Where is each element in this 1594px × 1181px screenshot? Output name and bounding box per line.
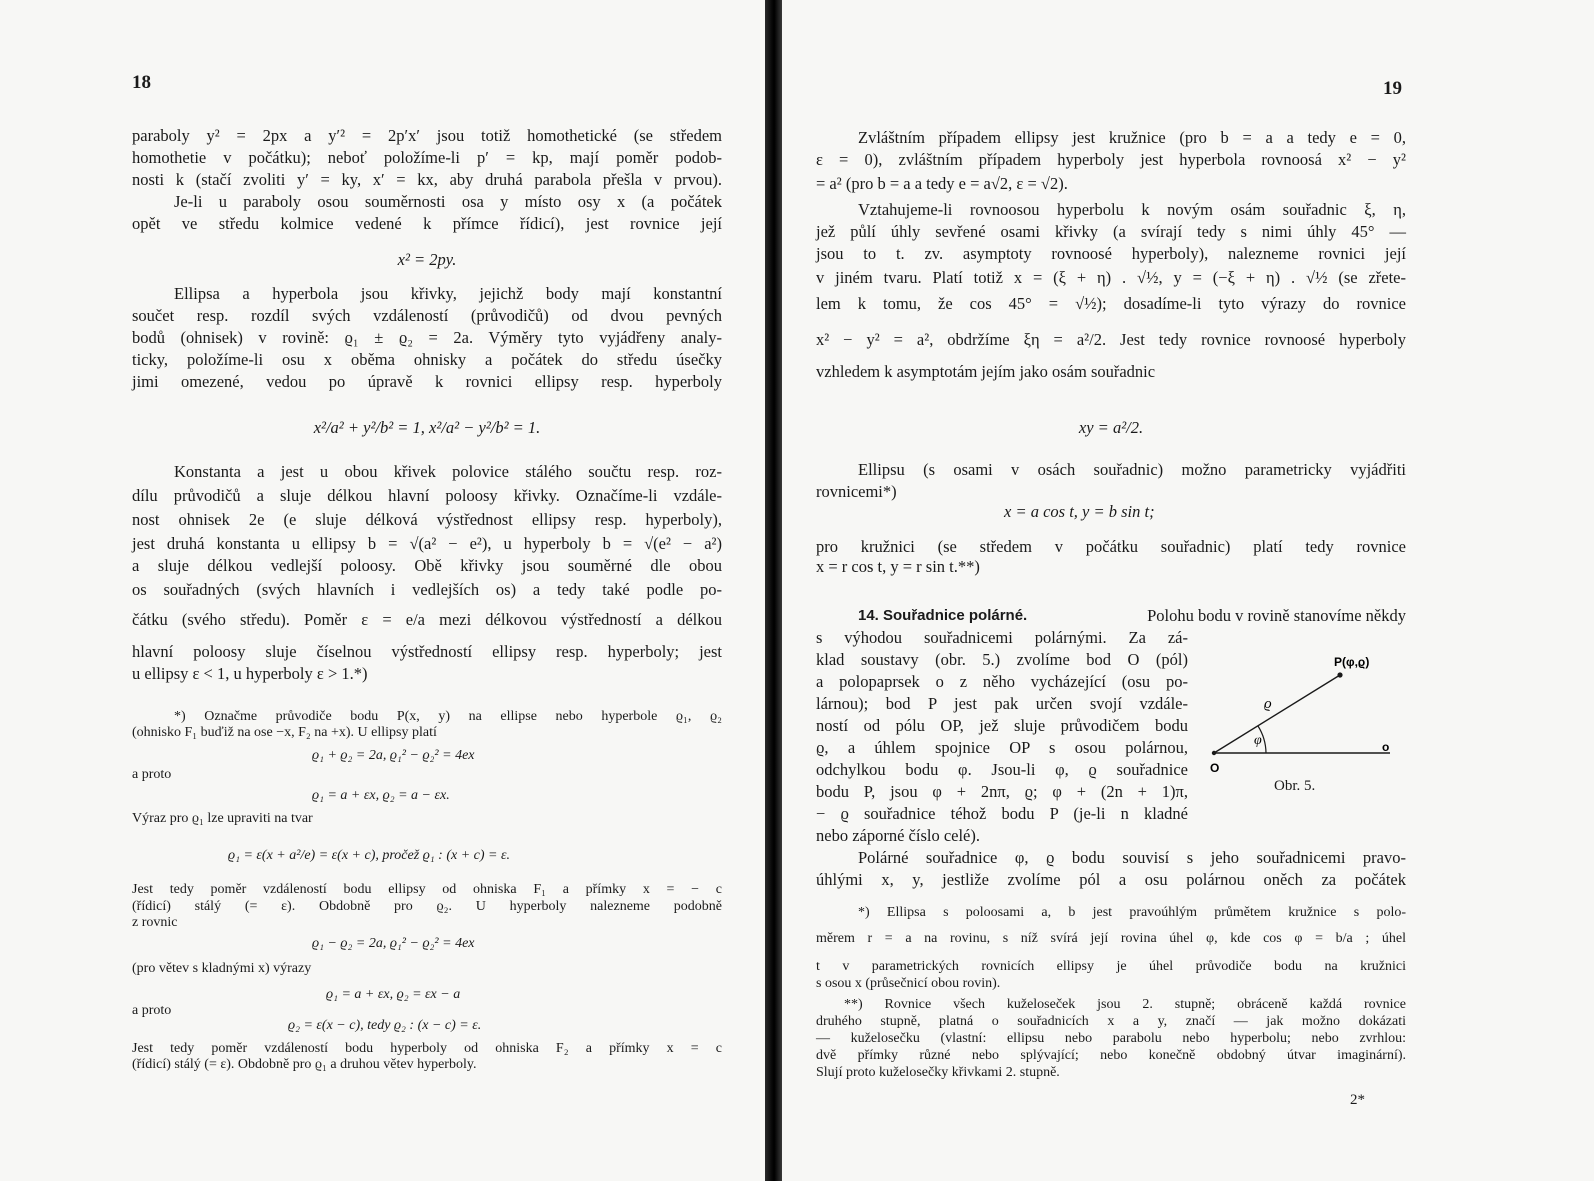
footnote-line: s osou x (průsečnicí obou rovin). [816, 976, 1001, 991]
footnote-equation: ϱ₂ = ε(x − c), tedy ϱ₂ : (x − c) = ε. [288, 1018, 482, 1033]
text-line: = a² (pro b = a a tedy e = a√2, ε = √2). [816, 174, 1068, 193]
text-line: bodu P, jsou φ + 2nπ, ϱ; φ + (2n + 1)π, [816, 782, 1188, 801]
footnote-equation: ϱ₁ = a + εx, ϱ₂ = a − εx. [312, 788, 450, 803]
text-line: klad soustavy (obr. 5.) zvolíme bod O (pól) [816, 650, 1188, 669]
text-line: bodů (ohnisek) v rovině: ϱ₁ ± ϱ₂ = 2a. Výměry tyto vyjádřeny analy- [132, 328, 722, 347]
equation: x²/a² + y²/b² = 1, x²/a² − y²/b² = 1. [313, 418, 541, 437]
point-p [1337, 672, 1342, 677]
right-page [782, 0, 1594, 1181]
footnote-line: Slují proto kuželosečky křivkami 2. stupně. [816, 1065, 1060, 1080]
text-line: Vztahujeme-li rovnoosou hyperbolu k novým osám souřadnic ξ, η, [858, 200, 1406, 219]
pole-point [1212, 751, 1216, 755]
text-line: x² − y² = a², obdržíme ξη = a²/2. Jest tedy rovnice rovnoosé hyperboly [816, 330, 1406, 349]
footnote-line: Výraz pro ϱ₁ lze upraviti na tvar [132, 811, 313, 826]
text-line: os souřadných (svých hlavních i vedlejších os) a tedy také podle po- [132, 580, 722, 599]
footnote-line: *) Označme průvodiče bodu P(x, y) na ellipse nebo hyperbole ϱ₁, ϱ₂ [174, 709, 722, 724]
footnote-equation: ϱ₁ + ϱ₂ = 2a, ϱ₁² − ϱ₂² = 4ex [312, 748, 475, 763]
text-line: Polárné souřadnice φ, ϱ bodu souvisí s jeho souřadnicemi pravo- [858, 848, 1406, 867]
footnote-line: **) Rovnice všech kuželoseček jsou 2. stupně; obráceně každá rovnice [844, 997, 1406, 1012]
label-rho: ϱ [1264, 696, 1272, 712]
text-line: − ϱ souřadnice téhož bodu P (je-li n kladné [816, 804, 1188, 823]
footnote-line: a proto [132, 767, 172, 782]
text-line: paraboly y² = 2px a y′² = 2p′x′ jsou totiž homothetické (se středem [132, 126, 722, 145]
text-line: nosti k (stačí zvoliti y′ = ky, x′ = kx, aby druhá parabola přešla v prvou). [132, 170, 722, 189]
footnote-equation: ϱ₁ = ε(x + a²/e) = ε(x + c), pročež ϱ₁ : (x + c) = ε. [228, 848, 510, 863]
page-number: 19 [1383, 78, 1402, 99]
footnote-line: (ohnisko F₁ buďiž na ose −x, F₂ na +x). U ellipsy platí [132, 725, 437, 740]
text-line: Konstanta a jest u obou křivek polovice stálého součtu resp. roz- [174, 462, 722, 481]
text-line: ticky, položíme-li osu x oběma ohnisky a počátek do středu úsečky [132, 350, 722, 369]
text-line: úhlými x, y, jestliže zvolíme pól a osu polárnou oněch za počátek [816, 870, 1406, 889]
footnote-line: (pro větev s kladnými x) výrazy [132, 961, 312, 976]
text-line: nost ohnisek 2e (e sluje délková výstřednost ellipsy resp. hyperboly), [132, 510, 722, 529]
figure-caption: Obr. 5. [1274, 778, 1316, 794]
footnote-line: z rovnic [132, 915, 178, 930]
text-line: Je-li u paraboly osou souměrnosti osa y místo osy x (a počátek [174, 192, 722, 211]
equation: x = a cos t, y = b sin t; [1004, 502, 1155, 521]
text-line: odchylkou bodu φ. Jsou-li φ, ϱ souřadnice [816, 760, 1188, 779]
text-line: nebo záporné číslo celé). [816, 826, 981, 845]
footnote-equation: ϱ₁ − ϱ₂ = 2a, ϱ₁² − ϱ₂² = 4ex [312, 936, 475, 951]
text-line: a sluje délkou vedlejší poloosy. Obě křivky jsou souměrné dle obou [132, 556, 722, 575]
text-line: pro kružnici (se středem v počátku souřadnic) platí tedy rovnice [816, 537, 1406, 556]
text-line: s výhodou souřadnicemi polárnými. Za zá- [816, 628, 1188, 647]
text-line: lem k tomu, že cos 45° = √½); dosadíme-li tyto výrazy do rovnice [816, 294, 1406, 313]
footnote-line: (řídicí) stálý (= ε). Obdobně pro ϱ₁ a druhou větev hyperboly. [132, 1057, 477, 1072]
footnote-line: Jest tedy poměr vzdáleností bodu ellipsy od ohniska F₁ a přímky x = − c [132, 882, 722, 897]
label-pole: O [1210, 761, 1220, 775]
text-line: x = r cos t, y = r sin t.**) [816, 557, 980, 576]
text-line: lárnou); bod P jest pak určen svojí vzdále- [816, 694, 1188, 713]
footnote-line: a proto [132, 1003, 172, 1018]
footnote-equation: ϱ₁ = a + εx, ϱ₂ = εx − a [326, 987, 461, 1002]
footnote-line: (řídicí) stálý (= ε). Obdobně pro ϱ₂. U hyperboly nalezneme podobně [132, 899, 722, 914]
label-phi: φ [1254, 733, 1262, 748]
section-heading: 14. Souřadnice polárné. [858, 607, 1028, 624]
footnote-line: dvě přímky různé nebo splývající; nebo konečně obdobný útvar imaginární). [816, 1048, 1406, 1063]
left-page [0, 0, 765, 1181]
text-line: jež půlí úhly sevřené osami křivky (a svírají tedy s nimi úhly 45° — [816, 222, 1406, 241]
footnote-line: — kuželosečku (vlastní: ellipsu nebo parabolu nebo hyperbolu; nebo zvrhlou: [816, 1031, 1406, 1046]
label-axis: o [1382, 740, 1390, 754]
footnote-line: měrem r = a na rovinu, s níž svírá její rovina úhel φ, kde cos φ = b/a ; úhel [816, 931, 1406, 946]
text-line: vzhledem k asymptotám jejím jako osám souřadnic [816, 362, 1156, 381]
equation: xy = a²/2. [1078, 418, 1144, 437]
footnote-line: t v parametrických rovnicích ellipsy je úhel průvodiče bodu na kružnici [816, 959, 1406, 974]
printer-signature: 2* [1350, 1092, 1365, 1108]
text-line: rovnicemi*) [816, 482, 897, 501]
section-first-line [858, 606, 1406, 626]
equation: x² = 2py. [397, 250, 457, 269]
radius-vector [1214, 675, 1340, 753]
footnote-line: *) Ellipsa s poloosami a, b jest pravoúhlým průmětem kružnice s polo- [858, 905, 1406, 920]
text-line: ností od pólu OP, jež sluje průvodičem bodu [816, 716, 1188, 735]
text-line: a polopaprsek o z něho vycházející (osu po- [816, 672, 1188, 691]
text-line: čátku (svého středu). Poměr ε = e/a mezi délkovou výstředností a délkou [132, 610, 722, 629]
text-line: homothetie v počátku); neboť položíme-li p′ = kp, mají poměr podob- [132, 148, 722, 167]
text-line: jest druhá konstanta u ellipsy b = √(a² − e²), u hyperboly b = √(e² − a²) [132, 534, 722, 553]
text-line: hlavní poloosy sluje číselnou výstředností ellipsy resp. hyperboly; jest [132, 642, 722, 661]
text-line: opět ve středu kolmice vedené k přímce řídicí), jest rovnice její [132, 214, 722, 233]
text-line: Ellipsu (s osami v osách souřadnic) možno parametricky vyjádřiti [858, 460, 1406, 479]
page-number: 18 [132, 72, 151, 93]
text-line: Ellipsa a hyperbola jsou křivky, jejichž body mají konstantní [174, 284, 722, 303]
text-line: součet resp. rozdíl svých vzdáleností (průvodičů) od dvou pevných [132, 306, 722, 325]
book-gutter [765, 0, 782, 1181]
footnote-line: druhého stupně, platná o souřadnicích x a y, značí — jak možno dokázati [816, 1014, 1406, 1029]
text-line: jimi omezené, vedou po úpravě k rovnici ellipsy resp. hyperboly [132, 372, 722, 391]
text-line: Polohu bodu v rovině stanovíme někdy [1147, 606, 1406, 625]
text-line: Zvláštním případem ellipsy jest kružnice (pro b = a a tedy e = 0, [858, 128, 1406, 147]
text-line: ϱ, a úhlem spojnice OP s osou polárnou, [816, 738, 1188, 757]
text-line: jsou to t. zv. asymptoty rovnoosé hyperboly), nalezneme rovnici její [816, 244, 1406, 263]
text-line: u ellipsy ε < 1, u hyperboly ε > 1.*) [132, 664, 368, 683]
text-line: dílu průvodičů a sluje délkou hlavní poloosy křivky. Označíme-li vzdále- [132, 486, 722, 505]
text-line: ε = 0), zvláštním případem hyperboly jest hyperbola rovnoosá x² − y² [816, 150, 1406, 169]
footnote-line: Jest tedy poměr vzdáleností bodu hyperboly od ohniska F₂ a přímky x = c [132, 1041, 722, 1056]
label-p: P(φ,ϱ) [1334, 655, 1370, 669]
polar-coordinates-figure [1202, 640, 1402, 800]
text-line: v jiném tvaru. Platí totiž x = (ξ + η) . √½, y = (−ξ + η) . √½ (se zřete- [816, 268, 1406, 287]
